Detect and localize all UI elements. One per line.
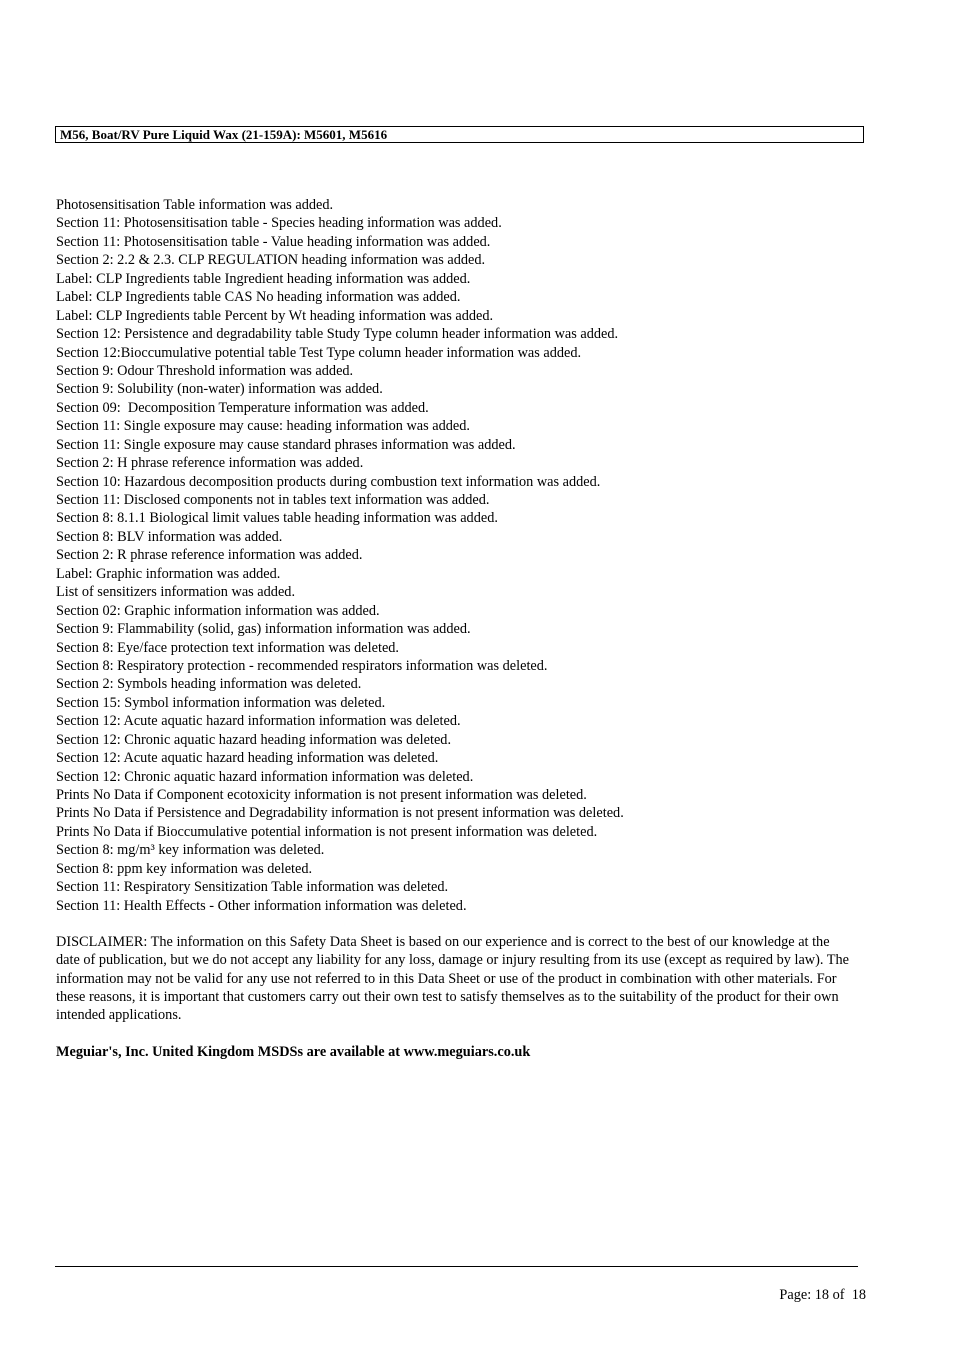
- revision-item: Section 12: Acute aquatic hazard information information was deleted.: [56, 713, 461, 730]
- revision-item: Section 11: Respiratory Sensitization Table information was deleted.: [56, 879, 449, 896]
- revision-item: Section 2: 2.2 & 2.3. CLP REGULATION heading information was added.: [56, 252, 486, 269]
- revision-item: Section 8: Respiratory protection - recommended respirators information was deleted.: [56, 657, 548, 674]
- disclaimer-paragraph: DISCLAIMER: The information on this Safety Data Sheet is based on our experience and is correct to the best of our knowledge at the date of publication, but we do not accept any liability for any loss, damage or injury resulting from its use (except as required by law). The information may not be valid for any use not referred to in this Data Sheet or use of the product in combination with other materials. For these reasons, it is important that customers carry out their own test to satisfy themselves as to the suitability of the product for their own intended applications.: [56, 934, 849, 1024]
- revision-item: Section 2: R phrase reference information was added.: [56, 547, 363, 564]
- revision-item: Section 8: BLV information was added.: [56, 528, 283, 545]
- revision-item: Prints No Data if Component ecotoxicity information is not present information was deleted.: [56, 787, 587, 803]
- revision-item: Section 09: Decomposition Temperature information was added.: [56, 399, 429, 416]
- revision-item: Section 12:Bioccumulative potential table Test Type column header information was added.: [56, 344, 582, 361]
- footer-divider: [55, 1266, 858, 1267]
- revision-item: Section 10: Hazardous decomposition products during combustion text information was added.: [56, 473, 601, 490]
- revision-item: Section 15: Symbol information information was deleted.: [56, 694, 386, 711]
- document-header: M56, Boat/RV Pure Liquid Wax (21-159A): M5601, M5616: [55, 126, 864, 143]
- revision-item: Section 8: mg/m³ key information was deleted.: [56, 842, 325, 859]
- revision-item: Section 02: Graphic information information was added.: [56, 602, 380, 619]
- revision-item: Section 2: Symbols heading information was deleted.: [56, 676, 362, 693]
- revision-item: Label: CLP Ingredients table CAS No heading information was added.: [56, 289, 461, 306]
- msds-availability-note: Meguiar's, Inc. United Kingdom MSDSs are available at www.meguiars.co.uk: [56, 1044, 531, 1060]
- revision-item: Label: CLP Ingredients table Percent by Wt heading information was added.: [56, 307, 494, 324]
- revision-item: Section 9: Odour Threshold information was added.: [56, 362, 354, 379]
- revision-item: Section 11: Single exposure may cause: heading information was added.: [56, 418, 470, 435]
- revision-item: Prints No Data if Persistence and Degradability information is not present information was deleted.: [56, 805, 624, 822]
- revision-item: Section 9: Flammability (solid, gas) information information was added.: [56, 621, 471, 638]
- revision-item: Section 12: Chronic aquatic hazard heading information was deleted.: [56, 731, 452, 748]
- revision-item: Section 11: Health Effects - Other information information was deleted.: [56, 897, 467, 914]
- revision-item: Section 8: 8.1.1 Biological limit values table heading information was added.: [56, 510, 498, 527]
- revision-item: Photosensitisation Table information was added.: [56, 197, 334, 213]
- revision-item: Section 11: Photosensitisation table - Species heading information was added.: [56, 215, 502, 232]
- revision-item: Section 2: H phrase reference information was added.: [56, 455, 364, 472]
- revision-item: Section 12: Persistence and degradability table Study Type column header information was added.: [56, 326, 619, 343]
- revision-item: Label: Graphic information was added.: [56, 565, 281, 582]
- revision-item: Section 11: Photosensitisation table - Value heading information was added.: [56, 233, 491, 250]
- page-number: Page: 18 of 18: [779, 1287, 866, 1303]
- revision-item: List of sensitizers information was added.: [56, 584, 296, 601]
- revision-item: Section 8: Eye/face protection text information was deleted.: [56, 639, 400, 656]
- revision-list: [56, 196, 876, 915]
- revision-item: Section 9: Solubility (non-water) information was added.: [56, 381, 383, 398]
- revision-item: Section 12: Chronic aquatic hazard information information was deleted.: [56, 768, 474, 785]
- revision-item: Section 11: Disclosed components not in tables text information was added.: [56, 492, 490, 508]
- revision-item: Section 8: ppm key information was deleted.: [56, 860, 313, 877]
- revision-item: Prints No Data if Bioccumulative potential information is not present information was deleted.: [56, 823, 598, 840]
- revision-item: Label: CLP Ingredients table Ingredient heading information was added.: [56, 270, 471, 287]
- revision-item: Section 11: Single exposure may cause standard phrases information was added.: [56, 436, 516, 453]
- revision-item: Section 12: Acute aquatic hazard heading information was deleted.: [56, 750, 439, 767]
